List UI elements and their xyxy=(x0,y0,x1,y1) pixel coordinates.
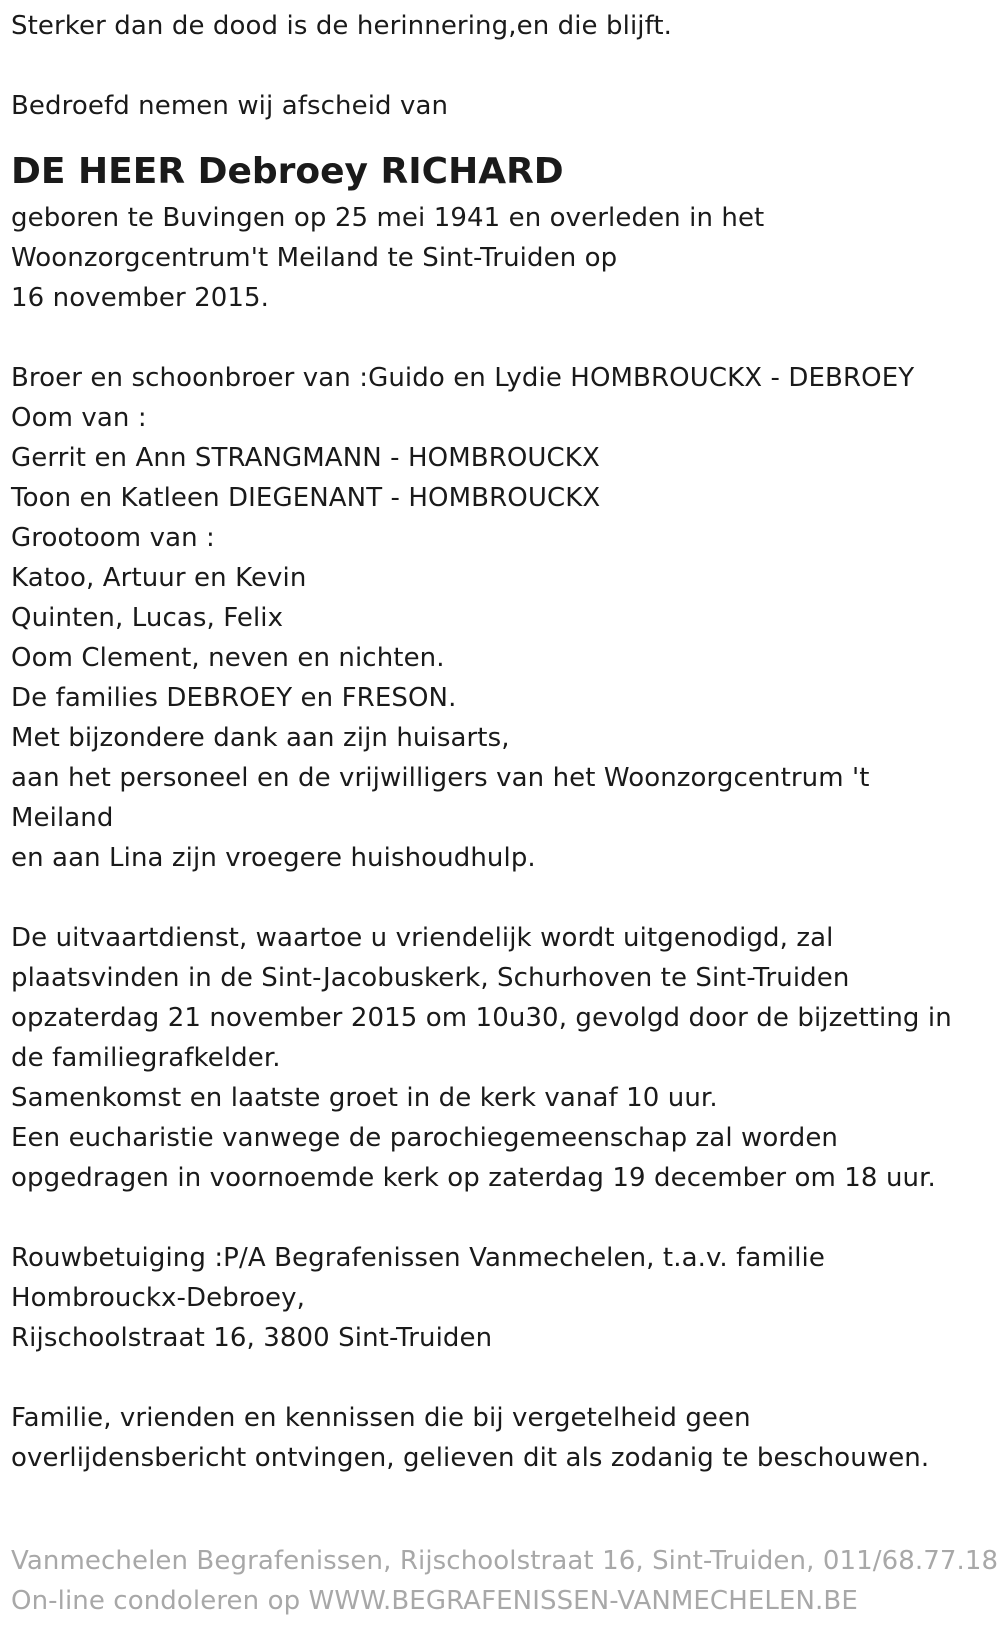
funeral-home-contact: Vanmechelen Begrafenissen, Rijschoolstraat 16, Sint-Truiden, 011/68.77.18 xyxy=(11,1546,999,1576)
birth-death-details xyxy=(11,198,986,318)
ceremony-line: Een eucharistie vanwege de parochiegemeenschap zal worden xyxy=(11,1123,838,1153)
funeral-home-footer xyxy=(11,1541,999,1621)
family-line: Gerrit en Ann STRANGMANN - HOMBROUCKX xyxy=(11,443,600,473)
birth-line: Woonzorgcentrum't Meiland te Sint-Truiden op xyxy=(11,243,618,273)
birth-line: geboren te Buvingen op 25 mei 1941 en overleden in het xyxy=(11,203,765,233)
condolence-website: On-line condoleren op WWW.BEGRAFENISSEN-VANMECHELEN.BE xyxy=(11,1586,858,1616)
closing-line: Familie, vrienden en kennissen die bij vergetelheid geen xyxy=(11,1403,751,1433)
family-line: Oom Clement, neven en nichten. xyxy=(11,643,445,673)
spacer xyxy=(11,1358,986,1398)
ceremony-line: opgedragen in voornoemde kerk op zaterdag 19 december om 18 uur. xyxy=(11,1163,936,1193)
family-line: Toon en Katleen DIEGENANT - HOMBROUCKX xyxy=(11,483,601,513)
deceased-name: DE HEER Debroey RICHARD xyxy=(11,151,564,192)
family-line: aan het personeel en de vrijwilligers van het Woonzorgcentrum 't xyxy=(11,763,870,793)
condolence-line: Hombrouckx-Debroey, xyxy=(11,1283,306,1313)
family-line: Katoo, Artuur en Kevin xyxy=(11,563,307,593)
family-line: Broer en schoonbroer van :Guido en Lydie HOMBROUCKX - DEBROEY xyxy=(11,363,915,393)
family-line: Oom van : xyxy=(11,403,147,433)
farewell-intro: Bedroefd nemen wij afscheid van xyxy=(11,91,449,121)
family-line: De families DEBROEY en FRESON. xyxy=(11,683,457,713)
spacer xyxy=(11,46,986,86)
obituary-notice xyxy=(11,0,986,1478)
ceremony-line: plaatsvinden in de Sint-Jacobuskerk, Schurhoven te Sint-Truiden xyxy=(11,963,850,993)
family-line: Quinten, Lucas, Felix xyxy=(11,603,284,633)
condolence-line: Rouwbetuiging :P/A Begrafenissen Vanmechelen, t.a.v. familie xyxy=(11,1243,825,1273)
ceremony-section xyxy=(11,918,986,1198)
family-line: Met bijzondere dank aan zijn huisarts, xyxy=(11,723,510,753)
birth-line: 16 november 2015. xyxy=(11,283,270,313)
closing-line: overlijdensbericht ontvingen, gelieven dit als zodanig te beschouwen. xyxy=(11,1443,930,1473)
ceremony-line: de familiegrafkelder. xyxy=(11,1043,281,1073)
family-line: Meiland xyxy=(11,803,114,833)
ceremony-line: Samenkomst en laatste groet in de kerk vanaf 10 uur. xyxy=(11,1083,718,1113)
family-section xyxy=(11,358,986,878)
condolence-address xyxy=(11,1238,986,1358)
ceremony-line: opzaterdag 21 november 2015 om 10u30, gevolgd door de bijzetting in xyxy=(11,1003,952,1033)
spacer xyxy=(11,878,986,918)
spacer xyxy=(11,1198,986,1238)
spacer xyxy=(11,318,986,358)
closing-note xyxy=(11,1398,986,1478)
family-line: en aan Lina zijn vroegere huishoudhulp. xyxy=(11,843,536,873)
opening-quote: Sterker dan de dood is de herinnering,en die blijft. xyxy=(11,11,673,41)
family-line: Grootoom van : xyxy=(11,523,215,553)
ceremony-line: De uitvaartdienst, waartoe u vriendelijk wordt uitgenodigd, zal xyxy=(11,923,834,953)
condolence-line: Rijschoolstraat 16, 3800 Sint-Truiden xyxy=(11,1323,493,1353)
